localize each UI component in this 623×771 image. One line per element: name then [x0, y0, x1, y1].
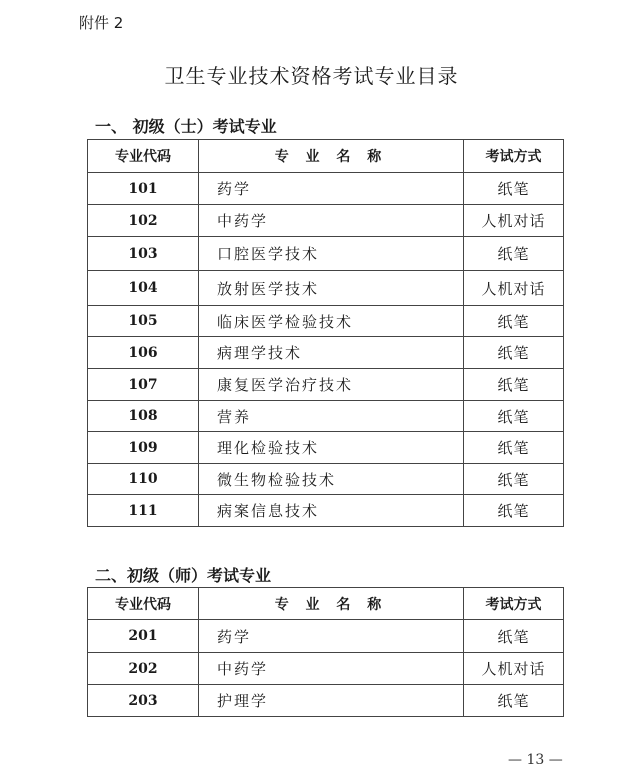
exam-method: 人机对话 [464, 271, 564, 306]
header-name: 专 业 名 称 [199, 588, 464, 620]
specialty-code: 111 [88, 495, 199, 527]
specialty-code: 203 [88, 685, 199, 717]
specialty-name: 口腔医学技术 [199, 237, 464, 271]
specialty-name: 病理学技术 [199, 337, 464, 369]
header-method: 考试方式 [464, 588, 564, 620]
table-row [88, 271, 564, 306]
section-heading-junior-technician: 一、 初级（士）考试专业 [95, 117, 277, 136]
table-header-row [88, 588, 564, 620]
header-code: 专业代码 [88, 140, 199, 173]
table-row [88, 653, 564, 685]
specialty-name: 放射医学技术 [199, 271, 464, 306]
specialty-code: 108 [88, 401, 199, 432]
exam-method: 纸笔 [464, 173, 564, 205]
table-row [88, 432, 564, 464]
table-header-row [88, 140, 564, 173]
specialty-name: 微生物检验技术 [199, 464, 464, 495]
table-row [88, 337, 564, 369]
table-row [88, 401, 564, 432]
table-row [88, 464, 564, 495]
table-row [88, 306, 564, 337]
table-row [88, 620, 564, 653]
specialty-name: 临床医学检验技术 [199, 306, 464, 337]
attachment-label: 附件 2 [79, 14, 124, 32]
specialty-table-junior-technician [87, 139, 564, 527]
header-method: 考试方式 [464, 140, 564, 173]
table-row [88, 237, 564, 271]
exam-method: 纸笔 [464, 432, 564, 464]
specialty-code: 102 [88, 205, 199, 237]
exam-method: 纸笔 [464, 495, 564, 527]
exam-method: 人机对话 [464, 205, 564, 237]
header-code: 专业代码 [88, 588, 199, 620]
specialty-name: 营养 [199, 401, 464, 432]
specialty-name: 康复医学治疗技术 [199, 369, 464, 401]
table-row [88, 369, 564, 401]
table-row [88, 173, 564, 205]
specialty-code: 109 [88, 432, 199, 464]
exam-method: 纸笔 [464, 237, 564, 271]
specialty-code: 103 [88, 237, 199, 271]
table-row [88, 205, 564, 237]
exam-method: 纸笔 [464, 369, 564, 401]
table-row [88, 495, 564, 527]
exam-method: 纸笔 [464, 620, 564, 653]
table-row [88, 685, 564, 717]
specialty-code: 201 [88, 620, 199, 653]
exam-method: 纸笔 [464, 401, 564, 432]
exam-method: 纸笔 [464, 464, 564, 495]
specialty-code: 105 [88, 306, 199, 337]
specialty-name: 病案信息技术 [199, 495, 464, 527]
specialty-code: 106 [88, 337, 199, 369]
specialty-code: 110 [88, 464, 199, 495]
page-number: — 13 — [508, 752, 563, 768]
specialty-name: 中药学 [199, 205, 464, 237]
exam-method: 纸笔 [464, 685, 564, 717]
header-name: 专 业 名 称 [199, 140, 464, 173]
specialty-name: 药学 [199, 620, 464, 653]
document-title: 卫生专业技术资格考试专业目录 [164, 64, 459, 88]
specialty-name: 护理学 [199, 685, 464, 717]
specialty-code: 202 [88, 653, 199, 685]
specialty-code: 104 [88, 271, 199, 306]
section-heading-junior-practitioner: 二、初级（师）考试专业 [95, 566, 272, 585]
specialty-name: 中药学 [199, 653, 464, 685]
specialty-table-junior-practitioner [87, 587, 564, 717]
exam-method: 纸笔 [464, 337, 564, 369]
exam-method: 人机对话 [464, 653, 564, 685]
specialty-code: 107 [88, 369, 199, 401]
exam-method: 纸笔 [464, 306, 564, 337]
specialty-name: 药学 [199, 173, 464, 205]
specialty-name: 理化检验技术 [199, 432, 464, 464]
specialty-code: 101 [88, 173, 199, 205]
